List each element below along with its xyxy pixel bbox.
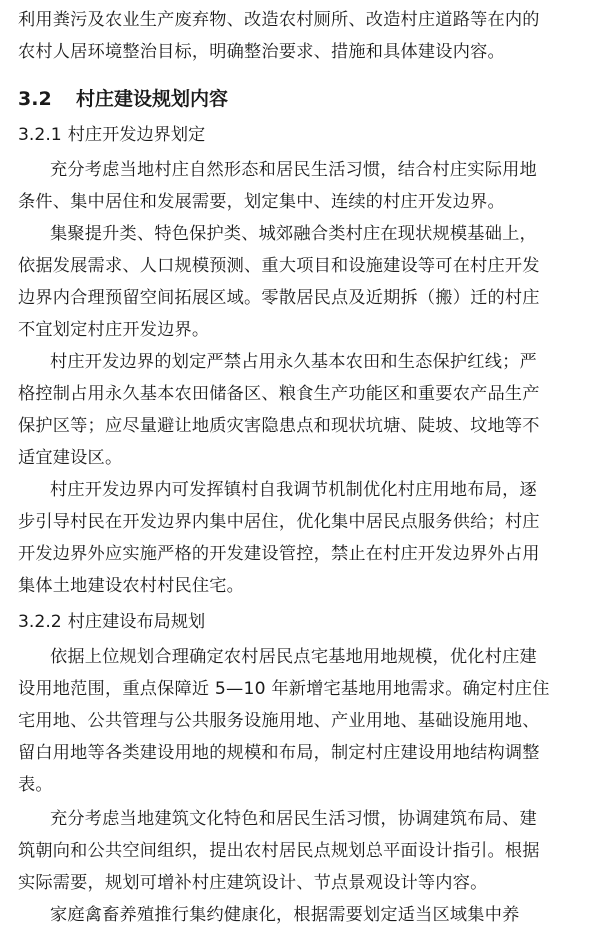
- subsection-title: 村庄开发边界划定: [67, 125, 206, 145]
- paragraph-line: 保护区等；应尽量避让地质灾害隐患点和现状坑塘、陡坡、坟地等不: [18, 416, 540, 436]
- paragraph-line: 边界内合理预留空间拓展区域。零散居民点及近期拆（搬）迁的村庄: [18, 288, 540, 308]
- paragraph-line: 村庄开发边界的划定严禁占用永久基本农田和生态保护红线；严: [50, 352, 537, 372]
- section-title: 村庄建设规划内容: [76, 88, 229, 110]
- subsection-number: 3.2.1: [18, 125, 62, 145]
- paragraph-line: 充分考虑当地村庄自然形态和居民生活习惯，结合村庄实际用地: [50, 160, 537, 180]
- paragraph-line: 集聚提升类、特色保护类、城郊融合类村庄在现状规模基础上，: [50, 224, 537, 244]
- paragraph-line: 充分考虑当地建筑文化特色和居民生活习惯，协调建筑布局、建: [50, 809, 537, 829]
- paragraph-line: 实际需要，规划可增补村庄建筑设计、节点景观设计等内容。: [18, 873, 488, 893]
- subsection-number: 3.2.2: [18, 612, 62, 632]
- intro-line: 农村人居环境整治目标，明确整治要求、措施和具体建设内容。: [18, 42, 505, 62]
- paragraph-line: 集体土地建设农村村民住宅。: [18, 576, 245, 596]
- paragraph-line: 步引导村民在开发边界内集中居住，优化集中居民点服务供给；村庄: [18, 512, 540, 532]
- paragraph-line: 留白用地等各类建设用地的规模和布局，制定村庄建设用地结构调整: [18, 743, 540, 763]
- subsection-title: 村庄建设布局规划: [67, 612, 206, 632]
- paragraph-line: 家庭禽畜养殖推行集约健康化，根据需要划定适当区域集中养: [50, 905, 520, 925]
- intro-line: 利用粪污及农业生产废弃物、改造农村厕所、改造村庄道路等在内的: [18, 10, 540, 30]
- subsection-heading: [18, 610, 205, 634]
- paragraph-line: 设用地范围，重点保障近 5—10 年新增宅基地用地需求。确定村庄住: [18, 679, 550, 699]
- paragraph-line: 开发边界外应实施严格的开发建设管控，禁止在村庄开发边界外占用: [18, 544, 540, 564]
- section-number: 3.2: [18, 88, 52, 110]
- paragraph-line: 依据上位规划合理确定农村居民点宅基地用地规模，优化村庄建: [50, 647, 537, 667]
- paragraph-line: 格控制占用永久基本农田储备区、粮食生产功能区和重要农产品生产: [18, 384, 540, 404]
- subsection-heading: [18, 123, 205, 147]
- section-heading: [18, 86, 228, 112]
- paragraph-line: 宅用地、公共管理与公共服务设施用地、产业用地、基础设施用地、: [18, 711, 540, 731]
- paragraph-line: 村庄开发边界内可发挥镇村自我调节机制优化村庄用地布局，逐: [50, 480, 537, 500]
- paragraph-line: 不宜划定村庄开发边界。: [18, 320, 210, 340]
- paragraph-line: 依据发展需求、人口规模预测、重大项目和设施建设等可在村庄开发: [18, 256, 540, 276]
- paragraph-line: 条件、集中居住和发展需要，划定集中、连续的村庄开发边界。: [18, 192, 505, 212]
- paragraph-line: 适宜建设区。: [18, 448, 123, 468]
- paragraph-line: 筑朝向和公共空间组织，提出农村居民点规划总平面设计指引。根据: [18, 841, 540, 861]
- paragraph-line: 表。: [18, 775, 53, 795]
